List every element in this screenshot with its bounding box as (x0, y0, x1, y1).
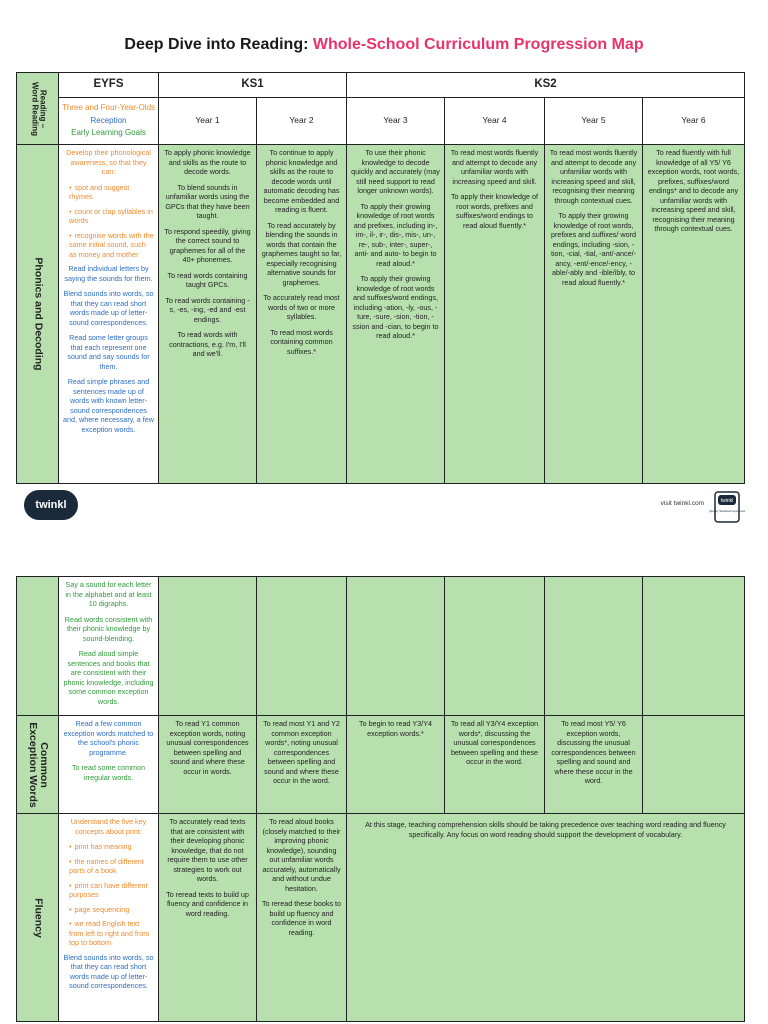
exception-year4-cell (445, 716, 545, 814)
phonics-year3-cell (347, 145, 445, 484)
quality-badge-icon (709, 490, 745, 524)
list-item: • we read English text from left to right and from top to bottom (69, 919, 154, 948)
cell-text: To continue to apply phonic knowledge and skills as the route to decode words until automatic decoding has become embedded and reading is fluent. (263, 148, 340, 214)
cell-text: To blend sounds in unfamiliar words using the GPCs that they have been taught. (165, 182, 250, 220)
year-6-header: Year 6 (643, 98, 745, 145)
section-label-phonics-cont (17, 577, 59, 716)
fluency-eyfs-cell (59, 814, 159, 1022)
cell-text: To apply their growing knowledge of root words, prefixes and suffixes/ word endings, including -sion, -tion, -cial, -tial, -ant/-ance/-ancy, -ent/-ence/-ency, -able/-ably and -ible/ibly, to read aloud fluently.* (550, 211, 637, 287)
phonics-year4-cell (445, 145, 545, 484)
list-item: • the names of different parts of a book (69, 857, 154, 876)
cell-text: To accurately read texts that are consistent with their developing phonic knowledge, that do not require them to use other strategies to work out words. (167, 817, 248, 883)
year-5-header: Year 5 (545, 98, 643, 145)
cell-text: To read words containing -s, -es, -ing, -ed and -est endings. (165, 295, 250, 324)
eyfs-stage-cell (59, 98, 159, 145)
phonics-year2-cont (257, 577, 347, 716)
cell-text: To read most words fluently and attempt to decode any unfamiliar words with increasing speed and skill. (450, 148, 539, 186)
cell-text: To begin to read Y3/Y4 exception words.* (359, 719, 432, 738)
list-item: • page sequencing (69, 905, 154, 915)
cell-text: To accurately read most words of two or more syllables. (263, 293, 340, 321)
phonics-year6-cell (643, 145, 745, 484)
cell-text: To read most Y5/ Y6 exception words, discussing the unusual correspondences between spelling and sound and where these occur in the word. (551, 719, 636, 785)
fluency-ks2-cell (347, 814, 745, 1022)
phonics-year2-cell (257, 145, 347, 484)
exception-eyfs-cell (59, 716, 159, 814)
cell-text: To read all Y3/Y4 exception words*, discussing the unusual correspondences between spelling and these occur in the word. (450, 719, 539, 766)
cell-text: To read fluently with full knowledge of all Y5/ Y6 exception words, root words, prefixes, suffixes/word endings* and to decode any unfamiliar words with increasing speed and skill, recognising their meaning through contextual cues. (647, 148, 740, 233)
cell-text: To reread these books to build up fluency and confidence in word reading. (261, 899, 342, 937)
cell-text: To read Y1 common exception words, noting unusual correspondences between spelling and sound and where these occur in words. (166, 719, 249, 776)
cell-text: To read most words containing common suffixes.* (270, 327, 333, 356)
phonics-eyfs-intro: Develop their phonological awareness, so that they can: (66, 148, 151, 176)
phonics-year3-cont (347, 577, 445, 716)
fluency-year2-cell (257, 814, 347, 1022)
cell-text: To read most words fluently and attempt to decode any unfamiliar words with increasing speed and skill, recognising their meaning through contextual cues. (549, 148, 638, 205)
list-item: • count or clap syllables in words (69, 207, 154, 226)
cell-text: To read most Y1 and Y2 common exception words*, noting unusual correspondences between spelling and sound and where these occur in the word. (263, 719, 340, 785)
section-label-phonics: Phonics and Decoding (17, 145, 59, 484)
progression-table-page1 (16, 72, 745, 484)
cell-text: To apply phonic knowledge and skills as the route to decode words. (164, 148, 251, 176)
exception-year5-cell (545, 716, 643, 814)
list-item: • spot and suggest rhymes (69, 183, 154, 202)
cell-text: Read aloud simple sentences and books that are consistent with their phonic knowledge, including some common exception words. (63, 649, 154, 706)
page-title (0, 36, 768, 54)
cell-text: Blend sounds into words, so that they can read short words made up of letter-sound correspondences. (63, 952, 154, 990)
phonics-eyfs-text: Read individual letters by saying the sounds for them. (64, 264, 153, 283)
header-ks1: KS1 (159, 73, 347, 98)
list-item: • print can have different purposes (69, 881, 154, 900)
year-4-header: Year 4 (445, 98, 545, 145)
exception-year1-cell (159, 716, 257, 814)
phonics-year6-cont (643, 577, 745, 716)
fluency-eyfs-list (63, 842, 154, 948)
section-label-fluency: Fluency (17, 814, 59, 1022)
section-label-reading: Reading – Word Reading (17, 73, 59, 145)
phonics-eyfs-text: Read some letter groups that each represent one sound and say sounds for them. (67, 333, 150, 371)
phonics-eyfs-text: Read simple phrases and sentences made up of words with known letter-sound correspondences and, where necessary, a few exception words. (63, 377, 154, 434)
visit-link[interactable]: visit twinkl.com (660, 500, 704, 507)
cell-text: At this stage, teaching comprehension skills should be taking precedence over teaching word reading and fluency specifically. Any focus on word reading should support the development of vocabulary. (365, 820, 726, 839)
title-highlight: Whole-School Curriculum Progression Map (312, 36, 644, 53)
svg-text:Quality Standard Approved: Quality Standard Approved (709, 509, 745, 513)
eyfs-elg: Early Learning Goals (71, 128, 146, 138)
cell-text: To apply their knowledge of root words, prefixes and suffixes/word endings to read aloud fluently.* (450, 192, 539, 230)
cell-text: Understand the five key concepts about print: (70, 817, 147, 836)
list-item: • print has meaning (69, 842, 154, 852)
eyfs-three-four: Three and Four-Year-Olds (61, 103, 156, 113)
phonics-eyfs-cont-cell (59, 577, 159, 716)
cell-text: To apply their growing knowledge of root words and suffixes/word endings, including -ation, -ly, -ous, -ture, -sure, -sion, -tion, -ssion and -cian, to begin to read aloud.* (352, 274, 439, 340)
phonics-eyfs-text: Blend sounds into words, so that they can read short words made up of letter-sound correspondences. (63, 289, 154, 327)
exception-year2-cell (257, 716, 347, 814)
progression-table-page2 (16, 576, 745, 1022)
eyfs-reception: Reception (90, 115, 127, 125)
phonics-year4-cont (445, 577, 545, 716)
list-item: • recognise words with the same initial sound, such as money and mother (69, 231, 154, 260)
phonics-eyfs-list (63, 183, 154, 260)
year-2-header: Year 2 (257, 98, 347, 145)
cell-text: To read words containing taught GPCs. (167, 270, 248, 289)
cell-text: To use their phonic knowledge to decode quickly and accurately (may still need support to read longer unknown words). (351, 148, 440, 195)
header-ks2: KS2 (347, 73, 745, 98)
svg-text:twinkl: twinkl (720, 498, 734, 504)
cell-text: To apply their growing knowledge of root words and prefixes, including in-, im-, il-, ir-, dis-, mis-, un-, re-, sub-, inter-, super-, anti- and auto- to begin to read aloud.* (353, 201, 438, 268)
cell-text: To read words with contractions, e.g. I'm, I'll and we'll. (169, 330, 246, 358)
cell-text: To read aloud books (closely matched to their improving phonic knowledge), sounding out unfamiliar words accurately, automatically and without undue hesitation. (262, 817, 341, 893)
fluency-year1-cell (159, 814, 257, 1022)
year-1-header: Year 1 (159, 98, 257, 145)
cell-text: To read some common irregular words. (71, 763, 146, 782)
page-footer (16, 486, 744, 530)
header-eyfs: EYFS (59, 73, 159, 98)
cell-text: To respond speedily, giving the correct sound to graphemes for all of the 40+ phonemes. (164, 226, 251, 264)
phonics-year1-cont (159, 577, 257, 716)
exception-year6-cell (643, 716, 745, 814)
cell-text: Read a few common exception words matched to the school's phonic programme. (63, 719, 154, 757)
twinkl-logo: twinkl (24, 490, 78, 520)
phonics-year5-cont (545, 577, 643, 716)
title-main: Deep Dive into Reading: (124, 36, 309, 53)
exception-year3-cell (347, 716, 445, 814)
cell-text: To read accurately by blending the sounds in words that contain the graphemes taught so far, especially recognising alternative sounds for graphemes. (261, 220, 342, 287)
cell-text: Read words consistent with their phonic knowledge by sound-blending. (64, 614, 153, 643)
phonics-year1-cell (159, 145, 257, 484)
phonics-eyfs-cell (59, 145, 159, 484)
phonics-year5-cell (545, 145, 643, 484)
cell-text: Say a sound for each letter in the alphabet and at least 10 digraphs. (65, 580, 152, 608)
section-label-exception: Common Exception Words (17, 716, 59, 814)
cell-text: To reread texts to build up fluency and confidence in word reading. (166, 889, 249, 918)
year-3-header: Year 3 (347, 98, 445, 145)
